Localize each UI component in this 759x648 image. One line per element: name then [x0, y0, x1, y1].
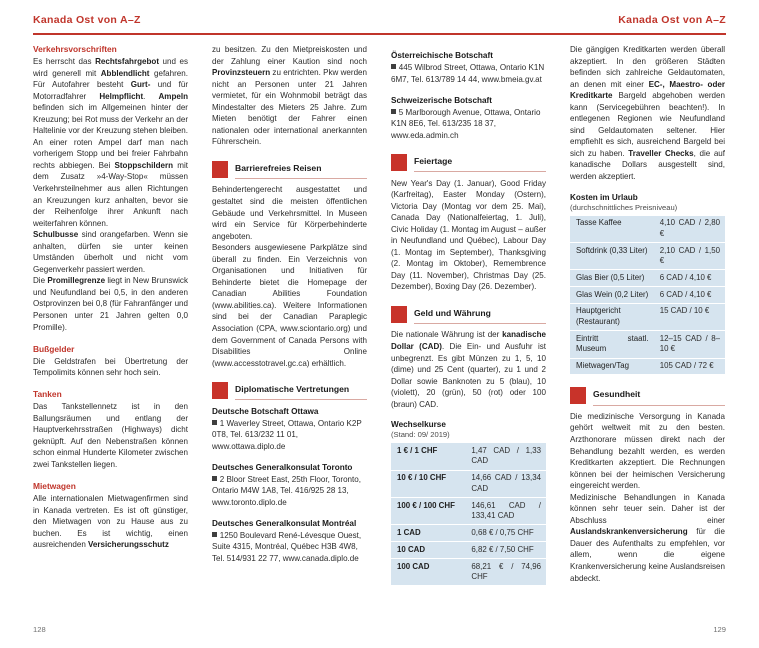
- table-cell-value: 6 CAD / 4,10 €: [654, 270, 725, 287]
- table-cell-value: 146,61 CAD / 133,41 CAD: [465, 498, 546, 525]
- table-cell-value: 6,82 € / 7,50 CHF: [465, 542, 546, 559]
- section-heading-feiertage: [391, 154, 546, 171]
- embassy-name: Schweizerische Botschaft: [391, 95, 493, 105]
- table-cell-key: 10 CAD: [391, 542, 465, 559]
- kosten-subtitle: (durchschnittliches Preisniveau): [570, 202, 678, 212]
- bullet-square-icon: [212, 420, 217, 425]
- embassy-address: 1250 Boulevard René-Lévesque Ouest, Suite 4315, Montréal, Québec H3B 4W8, Tel. 514/931 22 77, www.canada.diplo.de: [212, 530, 362, 563]
- section-heading-diplomatische-vertretungen: [212, 382, 367, 399]
- table-cell-value: 1,47 CAD / 1,33 CAD: [465, 443, 546, 470]
- table-cell-key: Glas Bier (0,5 Liter): [570, 270, 654, 287]
- section-heading-rule: [414, 171, 546, 172]
- section-heading-label: Geld und Währung: [414, 307, 491, 318]
- section-marker-icon: [570, 387, 586, 404]
- table-row: [570, 287, 725, 304]
- table-row: [570, 304, 725, 331]
- wechselkurse-table-body: [391, 443, 546, 585]
- section-heading-rule: [235, 178, 367, 179]
- content-columns: [33, 44, 726, 609]
- bullet-square-icon: [212, 476, 217, 481]
- header-rule: [33, 33, 726, 35]
- table-cell-key: 10 € / 10 CHF: [391, 471, 465, 498]
- embassy-name: Österreichische Botschaft: [391, 51, 493, 60]
- column-1: [33, 44, 188, 609]
- paragraph-verkehr-3: Die Promillegrenze liegt in New Brunswick und Neufundland bei 0,5, in den anderen Ostprovinzen bei 0,8 (für Fahranfänger und Personen unter 21 Jahren gelten 0,0 Promille).: [33, 276, 188, 332]
- table-cell-key: 100 € / 100 CHF: [391, 498, 465, 525]
- paragraph-mietwagen-continued: zu besitzen. Zu den Mietpreiskosten und der Zahlung einer Kaution sind noch Provinzsteuern zu entrichten. Pkw werden nicht an Personen unter 21 Jahren vermietet, für ein Wohnmobil beträgt das Mindestalter des Mieters 25 Jahre. Zum Mieten benötigt der Fahrer einen nationalen oder international anerkannten Führerschein.: [212, 45, 367, 147]
- heading-verkehrsvorschriften: Verkehrsvorschriften: [33, 44, 117, 54]
- paragraph-verkehr-1: Es herrscht das Rechtsfahrgebot und es wird generell mit Abblendlicht gefahren. Für Autofahrer besteht Gurt- und für Motorradfahrer Helmpflicht. Ampeln befinden sich im Allgemeinen hinter der Kreuzung; bei Rot muss der Verkehr an der Haltelinie vor der Kreuzung stehen bleiben. An einer roten Ampel darf man nach vorherigem Stopp und bei freier Fahrbahn rechts abbiegen. Bei Stoppschildern mit dem Zusatz »4-Way-Stop« müssen Verkehrsteilnehmer aus allen Richtungen an Kreuzungen kurz anhalten, bevor sie der Reihenfolge ihrer Ankunft nach weiterfahren können.: [33, 57, 189, 228]
- paragraph-gesundheit-1: Die medizinische Versorgung in Kanada gehört weltweit mit zu den besten. Arzthonorare müssen direkt nach der Behandlung bezahlt werden, es werden Kreditkarten akzeptiert. Die Rechnungen können bei der heimischen Versicherung eingereicht werden.: [570, 411, 725, 491]
- table-row: [391, 471, 546, 498]
- embassy-name: Deutsches Generalkonsulat Toronto: [212, 462, 353, 472]
- kosten-title: Kosten im Urlaub: [570, 192, 638, 202]
- table-cell-key: Mietwagen/Tag: [576, 361, 630, 371]
- paragraph-mietwagen: Alle internationalen Mietwagenfirmen sind in Kanada vertreten. Es ist oft günstiger, den Mietwagen von zu Hause aus zu buchen. Es ist wichtig, einen ausreichenden Versicherungsschutz: [33, 494, 188, 550]
- heading-tanken: Tanken: [33, 389, 62, 400]
- section-heading-label: Gesundheit: [593, 389, 641, 400]
- table-cell-value: 4,10 CAD / 2,80 €: [654, 216, 725, 243]
- column-2: [212, 44, 367, 609]
- table-row: [570, 331, 725, 358]
- embassy-address: 445 Wilbrod Street, Ottawa, Ontario K1N 6M7, Tel. 613/789 14 44, www.bmeia.gv.at: [391, 63, 545, 84]
- embassy-address: 1 Waverley Street, Ottawa, Ontario K2P 0T8, Tel. 613/232 11 01, www.ottawa.diplo.de: [212, 418, 362, 451]
- section-heading-geld-und-waehrung: [391, 306, 546, 323]
- table-cell-key: 100 CAD: [397, 561, 430, 571]
- paragraph-barrierefrei-1: Behindertengerecht ausgestattet und gestaltet sind die meisten öffentlichen Gebäude und Verkehrsmittel. In Museen wird ein Service für Körperbehinderte angeboten.: [212, 185, 367, 241]
- section-marker-icon: [212, 382, 228, 399]
- column-3: [391, 44, 546, 609]
- table-row: [391, 498, 546, 525]
- table-cell-value: 68,21 € / 74,96 CHF: [471, 561, 541, 582]
- paragraph-verkehr-2: Schulbusse sind orangefarben. Wenn sie anhalten, dürfen sie unter keinen Umständen überholt und nicht vom Gegenverkehr passiert werden.: [33, 230, 188, 274]
- header-title-right: Kanada Ost von A–Z: [618, 14, 726, 26]
- section-heading-rule: [593, 405, 725, 406]
- column-4: [570, 44, 725, 609]
- page-number-right: 129: [713, 625, 726, 634]
- table-cell-value: 2,10 CAD / 1,50 €: [654, 243, 725, 270]
- table-row: [391, 443, 546, 470]
- paragraph-bussgelder: Die Geldstrafen bei Übertretung der Tempolimits können sehr hoch sein.: [33, 356, 188, 378]
- section-marker-icon: [391, 154, 407, 171]
- section-heading-label: Feiertage: [414, 156, 453, 166]
- table-row: [391, 559, 546, 585]
- embassy-name: Deutsche Botschaft Ottawa: [212, 406, 319, 416]
- table-row: [570, 270, 725, 287]
- section-heading-barrierefreies-reisen: [212, 161, 367, 178]
- table-row: [570, 216, 725, 243]
- bullet-square-icon: [391, 64, 396, 69]
- table-row: [391, 525, 546, 542]
- bullet-square-icon: [391, 109, 396, 114]
- table-row: [570, 359, 725, 375]
- embassy-name: Deutsches Generalkonsulat Montréal: [212, 518, 357, 528]
- table-row: [391, 542, 546, 559]
- table-cell-value: 105 CAD / 72 €: [659, 361, 714, 371]
- section-heading-gesundheit: [570, 387, 725, 404]
- section-heading-rule: [414, 323, 546, 324]
- section-heading-label: Barrierefreies Reisen: [235, 162, 322, 173]
- table-cell-value: 6 CAD / 4,10 €: [654, 287, 725, 304]
- table-cell-value: 15 CAD / 10 €: [654, 304, 725, 331]
- heading-mietwagen: Mietwagen: [33, 481, 76, 491]
- table-cell-key: 1 € / 1 CHF: [391, 443, 465, 470]
- section-heading-rule: [235, 399, 367, 400]
- table-cell-key: 1 CAD: [391, 525, 465, 542]
- table-cell-key: Glas Wein (0,2 Liter): [570, 287, 654, 304]
- section-heading-label: Diplomatische Vertretungen: [235, 384, 350, 395]
- wechselkurse-subtitle: (Stand: 09/ 2019): [391, 430, 450, 440]
- paragraph-kreditkarten: Die gängigen Kreditkarten werden überall akzeptiert. In den größeren Städten befinden sich zahlreiche Geldautomaten, an denen mit einer EC-, Maestro- oder Kreditkarte Bargeld abgehoben werden kann (Servicegebühren beachten!). In entlegenen Regionen wie Neufundland sind Geldautomaten seltener. Hier empfiehlt es sich, ausreichend Bargeld bei sich zu haben. Traveller Checks, die auf kanadische Dollars ausgestellt sind, werden akzeptiert.: [570, 45, 726, 182]
- kosten-table-body: [570, 216, 725, 375]
- embassy-address: 2 Bloor Street East, 25th Floor, Toronto, Ontario M4W 1A8, Tel. 416/925 28 13, www.toronto.diplo.de: [212, 474, 361, 507]
- paragraph-barrierefrei-2: Besonders ausgewiesene Parkplätze sind überall zu finden. Ein Verzeichnis von Organisationen und Initiativen für Behinderte bietet die Homepage der Canadian Abilities Foundation (www.abilities.ca). Weitere Informationen sind bei der Canadian Paraplegic Association (CPA, www.sciontario.org) und dem Government of Canada Persons with Disabilities Online (www.accesstotravel.gc.ca) erhältlich.: [212, 243, 367, 368]
- table-cell-value: 14,66 CAD / 13,34 CAD: [465, 471, 546, 498]
- bullet-square-icon: [212, 532, 217, 537]
- header-title-left: Kanada Ost von A–Z: [33, 14, 141, 26]
- paragraph-gesundheit-2: Medizinische Behandlungen in Kanada können sehr teuer sein. Daher ist der Abschluss einer Auslandskrankenversicherung für die Dauer des Aufenthalts zu empfehlen, vor allem, wenn die eigene Krankenversicherung keine Auslandsreisen abdeckt.: [570, 492, 725, 583]
- table-cell-value: 12–15 CAD / 8–10 €: [654, 331, 725, 358]
- wechselkurse-title: Wechselkurse: [391, 420, 446, 430]
- table-cell-key: Eintritt staatl. Museum: [570, 331, 654, 358]
- wechselkurse-table: [391, 443, 546, 585]
- paragraph-feiertage: New Year's Day (1. Januar), Good Friday (Karfreitag), Easter Monday (Ostern), Victoria Day (Montag vor dem 25. Mai), Canada Day (Nationalfeiertag, 1. Juli), Civic Holiday (1. Montag im August – außer in Neufundland und Québec), Labour Day (1. Montag im September), Thanksgiving (2. Montag im Oktober), Remembrence Day (11. November), Christmas Day (25. Dezember), Boxing Day (26. Dezember).: [391, 178, 546, 292]
- table-cell-value: 0,68 € / 0,75 CHF: [465, 525, 546, 542]
- embassy-address: 5 Marlborough Avenue, Ottawa, Ontario K1N 8E6, Tel. 613/235 18 37, www.eda.admin.ch: [391, 107, 541, 140]
- table-cell-key: Hauptgericht (Restaurant): [570, 304, 654, 331]
- page-number-left: 128: [33, 625, 46, 634]
- table-cell-key: Tasse Kaffee: [570, 216, 654, 243]
- heading-bussgelder: Bußgelder: [33, 343, 75, 354]
- section-marker-icon: [391, 306, 407, 323]
- paragraph-geld: Die nationale Währung ist der kanadische Dollar (CAD). Die Ein- und Ausfuhr ist unbegrenzt. Es gibt Münzen zu 1, 5, 10 (dime) und 25 Cent (quarter), zu 1 und 2 Dollar sowie Banknoten zu 5 (blau), 10 (violett), 20 (grün), 50 (rot) oder 100 (braun) CAD.: [391, 330, 546, 409]
- table-cell-key: Softdrink (0,33 Liter): [570, 243, 654, 270]
- section-marker-icon: [212, 161, 228, 178]
- kosten-table: [570, 216, 725, 375]
- table-row: [570, 243, 725, 270]
- paragraph-tanken: Das Tankstellennetz ist in den Ballungsräumen und entlang der Hauptverkehrsstraßen (Highways) dicht geknüpft. Auf den Nebenstraßen können schon einmal Hunderte Kilometer zwischen zwei Tankstellen liegen.: [33, 402, 188, 469]
